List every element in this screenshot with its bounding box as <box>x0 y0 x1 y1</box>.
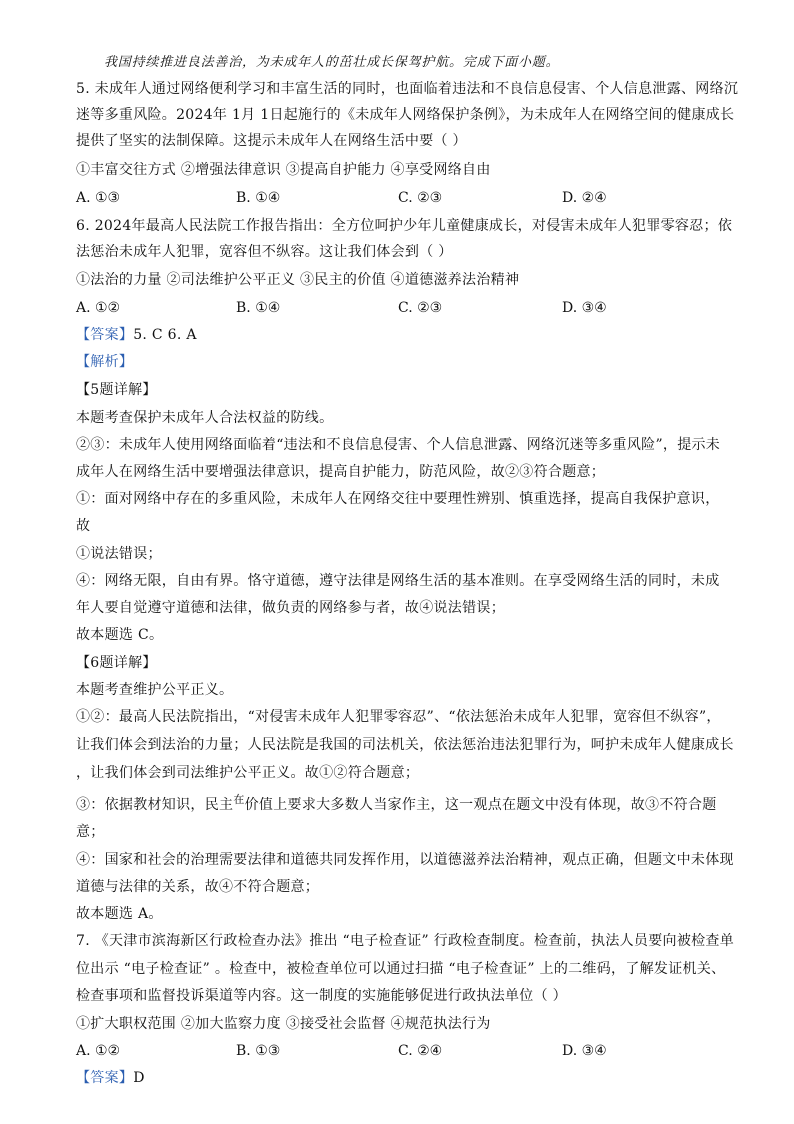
d6-line-5-start: ③：依据教材知识，民主 <box>76 797 234 813</box>
q6-option-c: C. ②③ <box>398 300 443 316</box>
d6-line-2: ①②：最高人民法院指出，“对侵害未成年人犯罪零容忍”、“依法惩治未成年人犯罪，宽容但不纵容”， <box>76 709 721 725</box>
d5-line-8: 年人要自觉遵守道德和法律，做负责的网络参与者，故④说法错误； <box>76 600 505 616</box>
d6-line-7: ④：国家和社会的治理需要法律和道德共同发挥作用，以道德滋养法治精神，观点正确，但题文中未体现 <box>76 852 734 868</box>
d5-line-3: 成年人在网络生活中要增强法律意识，提高自护能力，防范风险，故②③符合题意； <box>76 464 606 480</box>
d5-line-9: 故本题选 C。 <box>76 627 164 643</box>
q7-option-c: C. ②④ <box>398 1043 443 1059</box>
d5-heading: 【5题详解】 <box>76 382 157 398</box>
q6-option-a: A. ①② <box>76 300 121 316</box>
intro-text: 我国持续推进良法善治，为未成年人的茁壮成长保驾护航。完成下面小题。 <box>104 55 560 70</box>
d6-line-1: 本题考查维护公平正义。 <box>76 682 234 698</box>
answer-7-tag: 【答案】 <box>76 1070 134 1086</box>
d5-line-1: 本题考查保护未成年人合法权益的防线。 <box>76 410 334 426</box>
q6-line-1: 6. 2024年最高人民法院工作报告指出：全方位呵护少年儿童健康成长，对侵害未成年人犯罪零容忍；依 <box>76 218 733 234</box>
d5-line-6: ①说法错误； <box>76 546 162 562</box>
q6-statements: ①法治的力量 ②司法维护公平正义 ③民主的价值 ④道德滋养法治精神 <box>76 272 520 288</box>
q6-line-2: 法惩治未成年人犯罪，宽容但不纵容。这让我们体会到（ ） <box>76 244 453 260</box>
d6-line-5 <box>76 793 717 815</box>
d5-line-5: 故 <box>76 518 91 534</box>
q5-option-d: D. ②④ <box>562 190 607 206</box>
answer-56 <box>76 326 197 344</box>
d6-line-8: 道德与法律的关系，故④不符合题意； <box>76 879 320 895</box>
d6-line-4: ，让我们体会到司法维护公平正义。故①②符合题意； <box>76 765 420 781</box>
q6-option-d: D. ③④ <box>562 300 607 316</box>
q7-line-2: 位出示 “电子检查证” 。检查中，被检查单位可以通过扫描 “电子检查证” 上的二维码，了解发证机关、 <box>76 961 726 977</box>
q7-option-b: B. ①③ <box>236 1043 281 1059</box>
q6-option-b: B. ①④ <box>236 300 281 316</box>
q7-option-a: A. ①② <box>76 1043 121 1059</box>
d6-line-3: 让我们体会到法治的力量；人民法院是我国的司法机关，依法惩治违法犯罪行为，呵护未成年人健康成长 <box>76 737 734 753</box>
answer-7 <box>76 1069 145 1087</box>
d6-line-6: 意； <box>76 824 105 840</box>
answer-tag: 【答案】 <box>76 327 134 343</box>
analysis-tag: 【解析】 <box>76 354 134 370</box>
d6-heading: 【6题详解】 <box>76 655 157 671</box>
q5-line-2: 迷等多重风险。2024年 1月 1日起施行的《未成年人网络保护条例》，为未成年人在网络空间的健康成长 <box>76 107 735 123</box>
answer-text: 5. C 6. A <box>133 327 197 343</box>
q7-statements: ①扩大职权范围 ②加大监察力度 ③接受社会监督 ④规范执法行为 <box>76 1016 491 1032</box>
answer-7-text: D <box>133 1070 145 1086</box>
q5-option-c: C. ②③ <box>398 190 443 206</box>
q7-line-3: 检查事项和监督投诉渠道等内容。这一制度的实施能够促进行政执法单位（ ） <box>76 988 567 1004</box>
q5-option-a: A. ①③ <box>76 190 121 206</box>
q7-line-1: 7. 《天津市滨海新区行政检查办法》推出 “电子检查证” 行政检查制度。检查前，执法人员要向被检查单 <box>76 933 735 949</box>
q5-line-3: 提供了坚实的法制保障。这提示未成年人在网络生活中要（ ） <box>76 133 467 149</box>
d6-line-5-end: 价值上要求大多数人当家作主，这一观点在题文中没有体现，故③不符合题 <box>244 797 717 813</box>
q5-statements: ①丰富交往方式 ②增强法律意识 ③提高自护能力 ④享受网络自由 <box>76 162 491 178</box>
d5-line-7: ④：网络无限，自由有界。恪守道德，遵守法律是网络生活的基本准则。在享受网络生活的同时，未成 <box>76 573 720 589</box>
q7-option-d: D. ③④ <box>562 1043 607 1059</box>
q5-option-b: B. ①④ <box>236 190 281 206</box>
d6-line-9: 故本题选 A。 <box>76 906 163 922</box>
q5-line-1: 5. 未成年人通过网络便利学习和丰富生活的同时，也面临着违法和不良信息侵害、个人信息泄露、网络沉 <box>76 81 739 97</box>
d6-line-5-sup: 在 <box>233 793 245 806</box>
d5-line-4: ①：面对网络中存在的多重风险，未成年人在网络交往中要理性辨别、慎重选择，提高自我保护意识， <box>76 491 720 507</box>
d5-line-2: ②③：未成年人使用网络面临着“违法和不良信息侵害、个人信息泄露、网络沉迷等多重风险”，提示未 <box>76 437 721 453</box>
